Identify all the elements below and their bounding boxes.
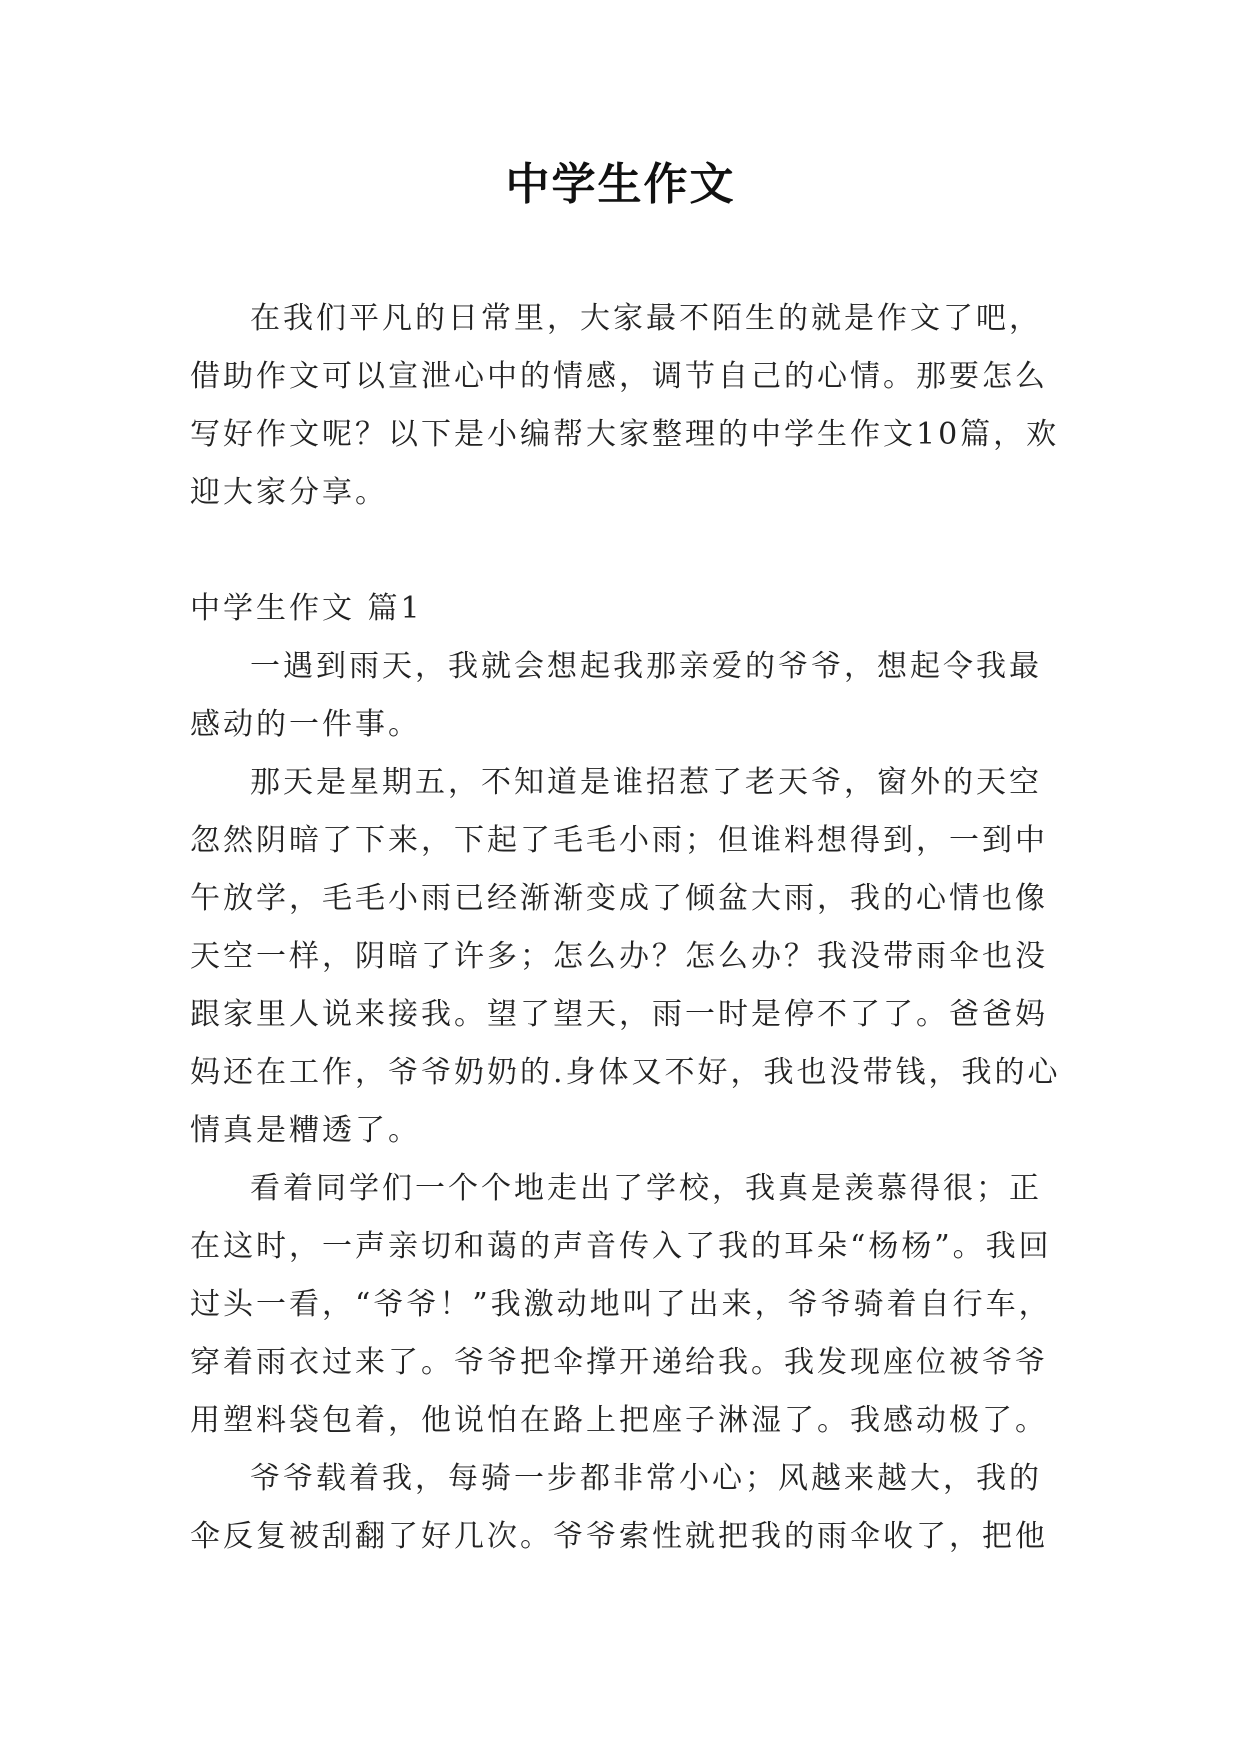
body-paragraph: 一遇到雨天，我就会想起我那亲爱的爷爷，想起令我最感动的一件事。 [190, 649, 1042, 742]
body-paragraph: 爷爷载着我，每骑一步都非常小心；风越来越大，我的伞反复被刮翻了好几次。爷爷索性就把我的雨伞收了，把他 [190, 1461, 1048, 1554]
intro-paragraph: 在我们平凡的日常里，大家最不陌生的就是作文了吧，借助作文可以宣泄心中的情感，调节自己的心情。那要怎么写好作文呢？以下是小编帮大家整理的中学生作文10篇，欢迎大家分享。 [190, 301, 1060, 510]
body-paragraph: 看着同学们一个个地走出了学校，我真是羡慕得很；正在这时，一声亲切和蔼的声音传入了我的耳朵“杨杨”。我回过头一看，“爷爷！”我激动地叫了出来，爷爷骑着自行车，穿着雨衣过来了。爷爷把伞撑开递给我。我发现座位被爷爷用塑料袋包着，他说怕在路上把座子淋湿了。我感动极了。 [190, 1171, 1052, 1438]
document-body [190, 290, 1070, 1566]
body-paragraph: 那天是星期五，不知道是谁招惹了老天爷，窗外的天空忽然阴暗了下来，下起了毛毛小雨；但谁料想得到，一到中午放学，毛毛小雨已经渐渐变成了倾盆大雨，我的心情也像天空一样，阴暗了许多；怎么办？怎么办？我没带雨伞也没跟家里人说来接我。望了望天，雨一时是停不了了。爸爸妈妈还在工作，爷爷奶奶的.身体又不好，我也没带钱，我的心情真是糟透了。 [190, 765, 1061, 1148]
section-heading: 中学生作文 篇1 [190, 591, 423, 626]
page-title: 中学生作文 [505, 159, 736, 210]
